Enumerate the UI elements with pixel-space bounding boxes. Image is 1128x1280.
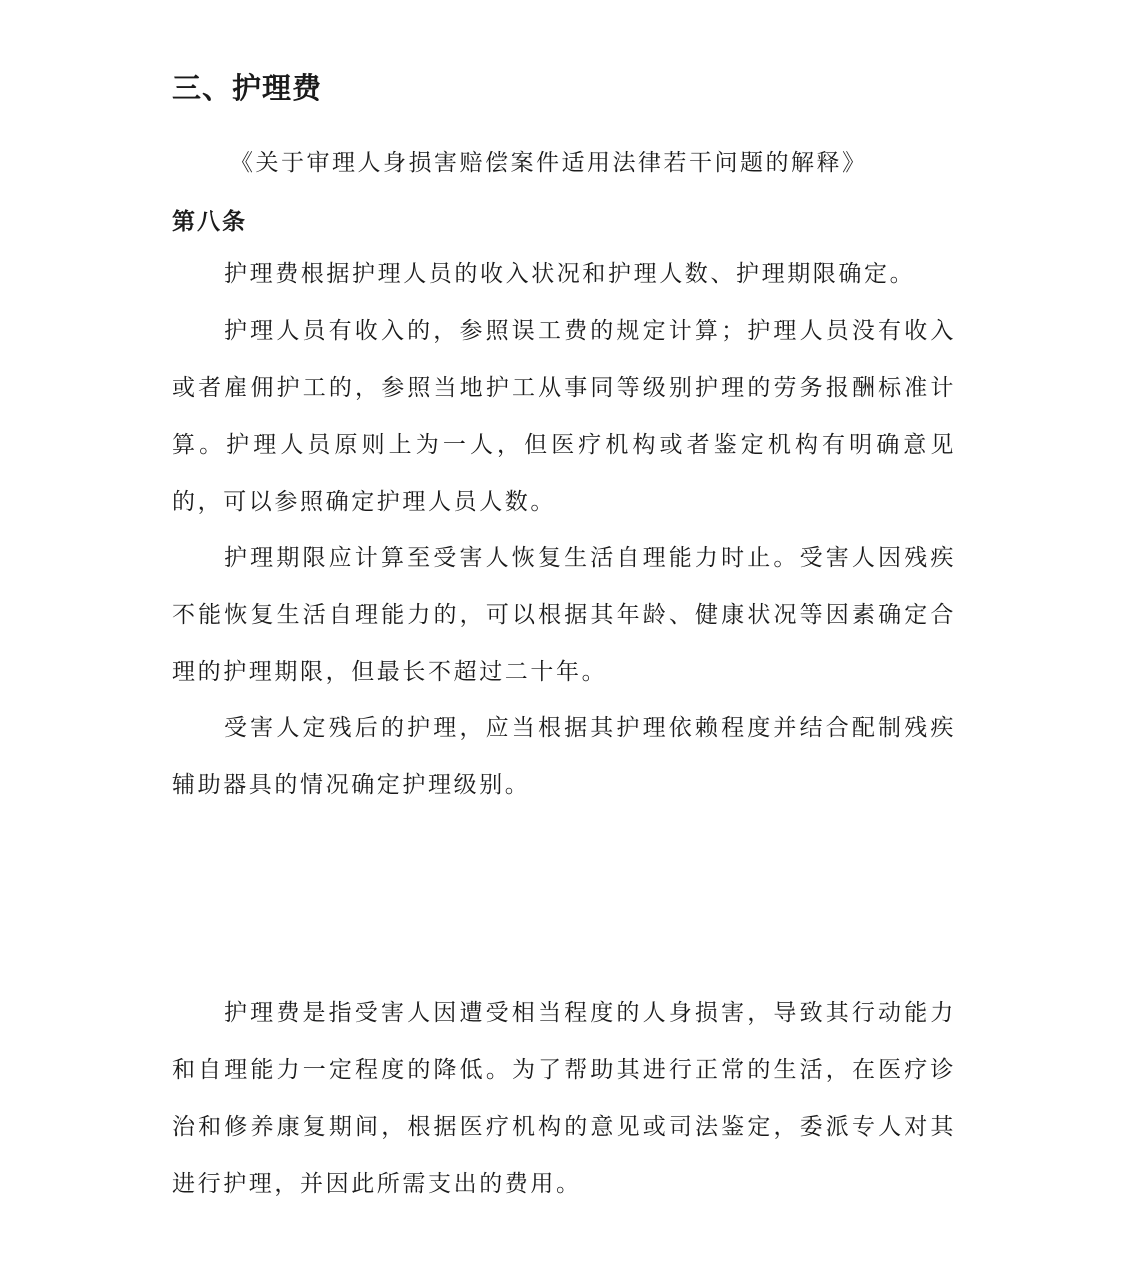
article-heading: 第八条 <box>172 209 247 235</box>
paragraph-nursing-staff-income: 护理人员有收入的，参照误工费的规定计算；护理人员没有收入或者雇佣护工的，参照当地护工从事同等级别护理的劳务报酬标准计算。护理人员原则上为一人，但医疗机构或者鉴定机构有明确意见的，可以参照确定护理人员人数。 <box>172 318 956 515</box>
paragraph-nursing-level: 受害人定残后的护理，应当根据其护理依赖程度并结合配制残疾辅助器具的情况确定护理级别。 <box>172 715 956 798</box>
paragraph-nursing-period: 护理期限应计算至受害人恢复生活自理能力时止。受害人因残疾不能恢复生活自理能力的，可以根据其年龄、健康状况等因素确定合理的护理期限，但最长不超过二十年。 <box>172 545 956 685</box>
paragraph-nursing-fee-basis: 护理费根据护理人员的收入状况和护理人数、护理期限确定。 <box>224 261 916 287</box>
law-title: 《关于审理人身损害赔偿案件适用法律若干问题的解释》 <box>230 150 868 176</box>
section-heading: 三、护理费 <box>172 71 323 105</box>
paragraph-nursing-fee-definition: 护理费是指受害人因遭受相当程度的人身损害，导致其行动能力和自理能力一定程度的降低。为了帮助其进行正常的生活，在医疗诊治和修养康复期间，根据医疗机构的意见或司法鉴定，委派专人对其进行护理，并因此所需支出的费用。 <box>172 1000 956 1197</box>
